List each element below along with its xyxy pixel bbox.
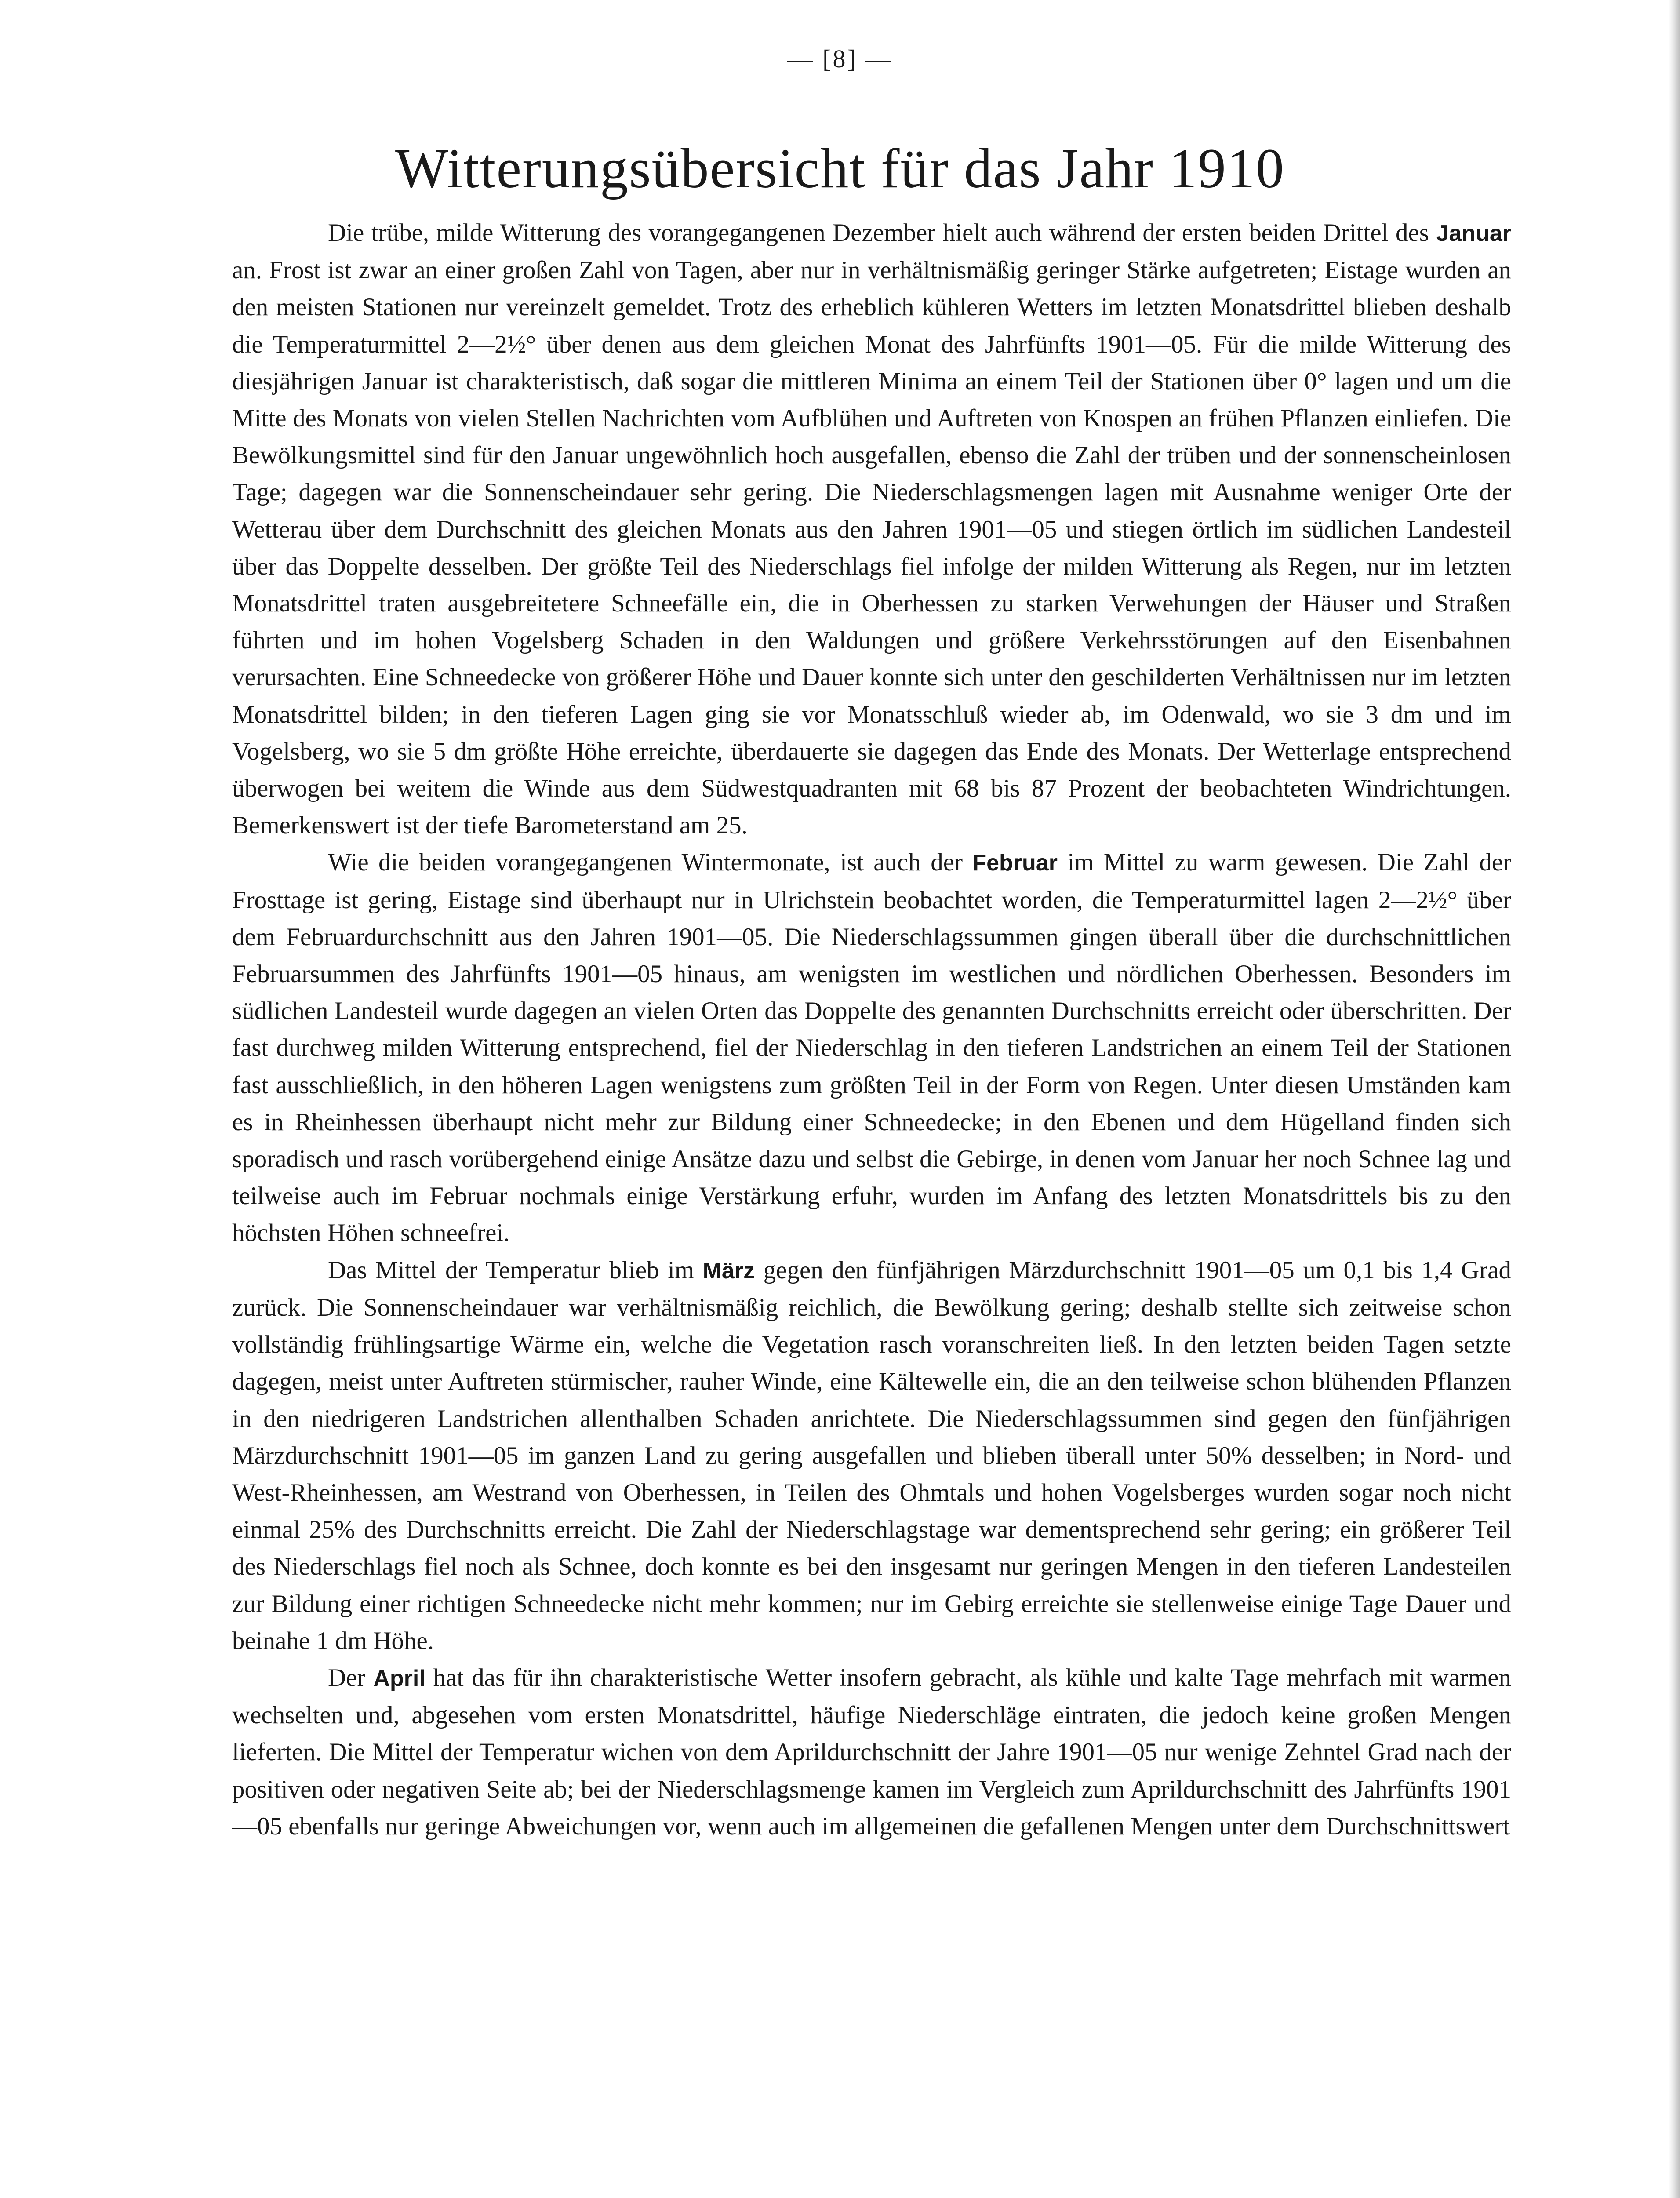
paragraph-text: im Mittel zu warm gewesen. Die Zahl der Frosttage ist gering, Eistage sind überhaupt nur in Ulrichstein beobachtet worden, die Temperaturmittel lagen 2—2½° über dem Februardurchschnitt aus den Jahren 1901—05. Die Niederschlagssummen gingen überall über die durchschnittlichen Februarsummen des Jahrfünfts 1901—05 hinaus, am wenigsten im westlichen und nördlichen Oberhessen. Besonders im südlichen Landesteil wurde dagegen an vielen Orten das Doppelte des genannten Durchschnitts erreicht oder überschritten. Der fast durchweg milden Witterung entsprechend, fiel der Niederschlag in den tieferen Landstrichen an einem Teil der Stationen fast ausschließlich, in den höheren Lagen wenigstens zum größten Teil in der Form von Regen. Unter diesen Umständen kam es in Rheinhessen überhaupt nicht mehr zur Bildung einer Schneedecke; in den Ebenen und dem Hügelland finden sich sporadisch und rasch vorübergehend einige Ansätze dazu und selbst die Gebirge, in denen vom Januar her noch Schnee lag und teilweise auch im Februar nochmals einige Verstärkung erfuhr, wurden im Anfang des letzten Monatsdrittels bis zu den höchsten Höhen schneefrei. [232, 848, 1511, 1247]
body-text [232, 215, 1511, 1845]
paragraph-text: Der [328, 1663, 374, 1692]
paragraph-januar [232, 215, 1511, 844]
paragraph-text: hat das für ihn charakteristische Wetter insofern gebracht, als kühle und kalte Tage mehrfach mit warmen wechselten und, abgesehen vom ersten Monatsdrittel, häufige Niederschläge eintraten, die jedoch keine großen Mengen lieferten. Die Mittel der Temperatur wichen von dem Aprildurchschnitt der Jahre 1901—05 nur wenige Zehntel Grad nach der positiven oder negativen Seite ab; bei der Niederschlagsmenge kamen im Vergleich zum Aprildurchschnitt des Jahrfünfts 1901—05 ebenfalls nur geringe Abweichungen vor, wenn auch im allgemeinen die gefallenen Mengen unter dem Durchschnittswert [232, 1663, 1511, 1840]
paragraph-text: Wie die beiden vorangegangenen Wintermonate, ist auch der [328, 848, 973, 877]
paragraph-text: an. Frost ist zwar an einer großen Zahl von Tagen, aber nur in verhältnismäßig geringer Stärke aufgetreten; Eistage wurden an den meisten Stationen nur vereinzelt gemeldet. Trotz des erheblich kühleren Wetters im letzten Monatsdrittel blieben deshalb die Temperaturmittel 2—2½° über denen aus dem gleichen Monat des Jahrfünfts 1901—05. Für die milde Witterung des diesjährigen Januar ist charakteristisch, daß sogar die mittleren Minima an einem Teil der Stationen über 0° lagen und um die Mitte des Monats von vielen Stellen Nachrichten vom Aufblühen und Auftreten von Knospen an frühen Pflanzen einliefen. Die Bewölkungsmittel sind für den Januar ungewöhnlich hoch ausgefallen, ebenso die Zahl der trüben und der sonnenscheinlosen Tage; dagegen war die Sonnenscheindauer sehr gering. Die Niederschlagsmengen lagen mit Ausnahme weniger Orte der Wetterau über dem Durchschnitt des gleichen Monats aus den Jahren 1901—05 und stiegen örtlich im südlichen Landesteil über das Doppelte desselben. Der größte Teil des Niederschlags fiel infolge der milden Witterung als Regen, nur im letzten Monatsdrittel traten ausgebreitetere Schneefälle ein, die in Oberhessen zu starken Verwehungen der Häuser und Straßen führten und im hohen Vogelsberg Schaden in den Waldungen und größere Verkehrsstörungen auf den Eisenbahnen verursachten. Eine Schneedecke von größerer Höhe und Dauer konnte sich unter den geschilderten Verhältnissen nur im letzten Monatsdrittel bilden; in den tieferen Lagen ging sie vor Monatsschluß wieder ab, im Odenwald, wo sie 3 dm und im Vogelsberg, wo sie 5 dm größte Höhe erreichte, überdauerte sie dagegen das Ende des Monats. Der Wetterlage entsprechend überwogen bei weitem die Winde aus dem Südwestquadranten mit 68 bis 87 Prozent der beobachteten Windrichtungen. Bemerkenswert ist der tiefe Barometerstand am 25. [232, 256, 1511, 840]
page-edge-shadow [1669, 0, 1680, 2198]
paragraph-text: Das Mittel der Temperatur blieb im [328, 1256, 703, 1284]
paragraph-april [232, 1659, 1511, 1845]
month-term-januar: Januar [1436, 221, 1511, 246]
page-title: Witterungsübersicht für das Jahr 1910 [395, 137, 1285, 200]
paragraph-maerz [232, 1252, 1511, 1659]
paragraph-februar [232, 844, 1511, 1252]
paragraph-text: Die trübe, milde Witterung des vorangegangenen Dezember hielt auch während der ersten beiden Drittel des [328, 219, 1436, 247]
month-term-maerz: März [702, 1258, 755, 1284]
page-number: — [8] — [787, 44, 893, 73]
paragraph-text: gegen den fünfjährigen Märzdurchschnitt 1901—05 um 0,1 bis 1,4 Grad zurück. Die Sonnenscheindauer war verhältnismäßig reichlich, die Bewölkung gering; deshalb stellte sich zeitweise schon vollständig frühlingsartige Wärme ein, welche die Vegetation rasch voranschreiten ließ. In den letzten beiden Tagen setzte dagegen, meist unter Auftreten stürmischer, rauher Winde, eine Kältewelle ein, die an den teilweise schon blühenden Pflanzen in den niedrigeren Landstrichen allenthalben Schaden anrichtete. Die Niederschlagssummen sind gegen den fünfjährigen Märzdurchschnitt 1901—05 im ganzen Land zu gering ausgefallen und blieben überall unter 50% desselben; in Nord- und West-Rheinhessen, am Westrand von Oberhessen, in Teilen des Ohmtals und hohen Vogelsberges wurden sogar noch nicht einmal 25% des Durchschnitts erreicht. Die Zahl der Niederschlagstage war dementsprechend sehr gering; ein größerer Teil des Niederschlags fiel noch als Schnee, doch konnte es bei den insgesamt nur geringen Mengen in den tieferen Landesteilen zur Bildung einer richtigen Schneedecke nicht mehr kommen; nur im Gebirg erreichte sie stellenweise einige Tage Dauer und beinahe 1 dm Höhe. [232, 1256, 1511, 1655]
month-term-april: April [373, 1665, 425, 1691]
month-term-februar: Februar [972, 850, 1058, 876]
